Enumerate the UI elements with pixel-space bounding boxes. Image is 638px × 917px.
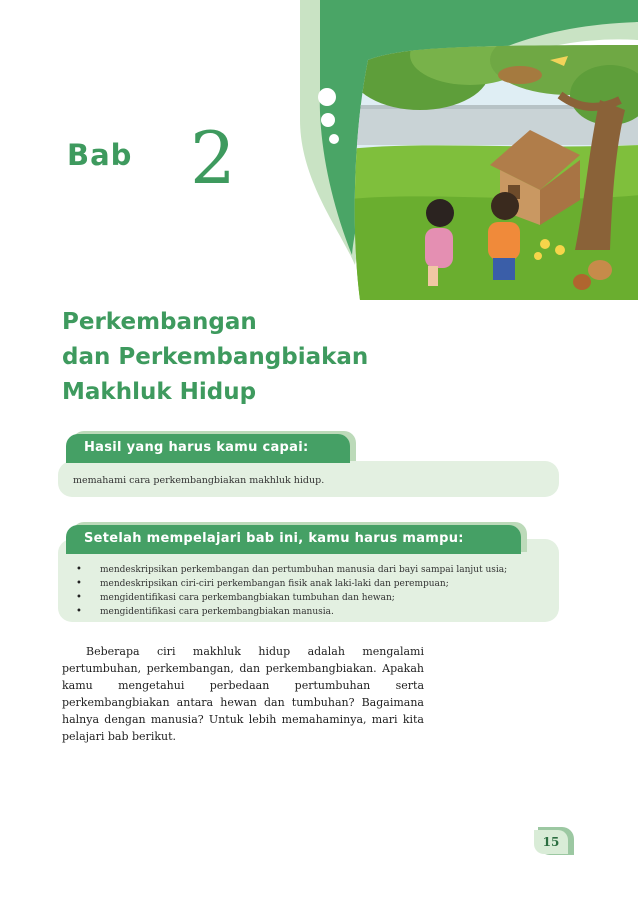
chapter-number: 2 — [190, 116, 236, 200]
chapter-title-line: dan Perkembangbiakan — [62, 344, 369, 370]
abilities-list — [72, 563, 507, 619]
list-item: • mendeskripsikan perkembangan dan pertumbuhan manusia dari bayi sampai lanjut usia; — [72, 563, 507, 577]
abilities-heading: Setelah mempelajari bab ini, kamu harus mampu: — [66, 525, 521, 554]
list-item: • mendeskripsikan ciri-ciri perkembangan fisik anak laki-laki dan perempuan; — [72, 577, 507, 591]
chapter-title — [62, 305, 582, 410]
dot-medium — [321, 113, 335, 127]
chapter-label: Bab — [67, 138, 133, 172]
goals-heading: Hasil yang harus kamu capai: — [66, 434, 350, 463]
page-number: 15 — [534, 830, 568, 854]
garden-scene — [340, 25, 638, 300]
dot-large — [318, 88, 336, 106]
page-number-badge — [534, 827, 574, 855]
dot-small — [329, 134, 339, 144]
goals-text: memahami cara perkembangbiakan makhluk hidup. — [73, 475, 325, 486]
intro-paragraph: Beberapa ciri makhluk hidup adalah mengalami pertumbuhan, perkembangan, dan perkembangbiakan. Apakah kamu mengetahui perbedaan pertumbuhan serta perkembangbiakan antara hewan dan tumbuhan? Bagaimana halnya dengan manusia? Untuk lebih memahaminya, mari kita pelajari bab berikut. — [62, 645, 424, 743]
list-item: • mengidentifikasi cara perkembangbiakan manusia. — [72, 605, 507, 619]
list-item: • mengidentifikasi cara perkembangbiakan tumbuhan dan hewan; — [72, 591, 507, 605]
chapter-title-line: Makhluk Hidup — [62, 379, 257, 405]
chapter-title-line: Perkembangan — [62, 309, 257, 335]
